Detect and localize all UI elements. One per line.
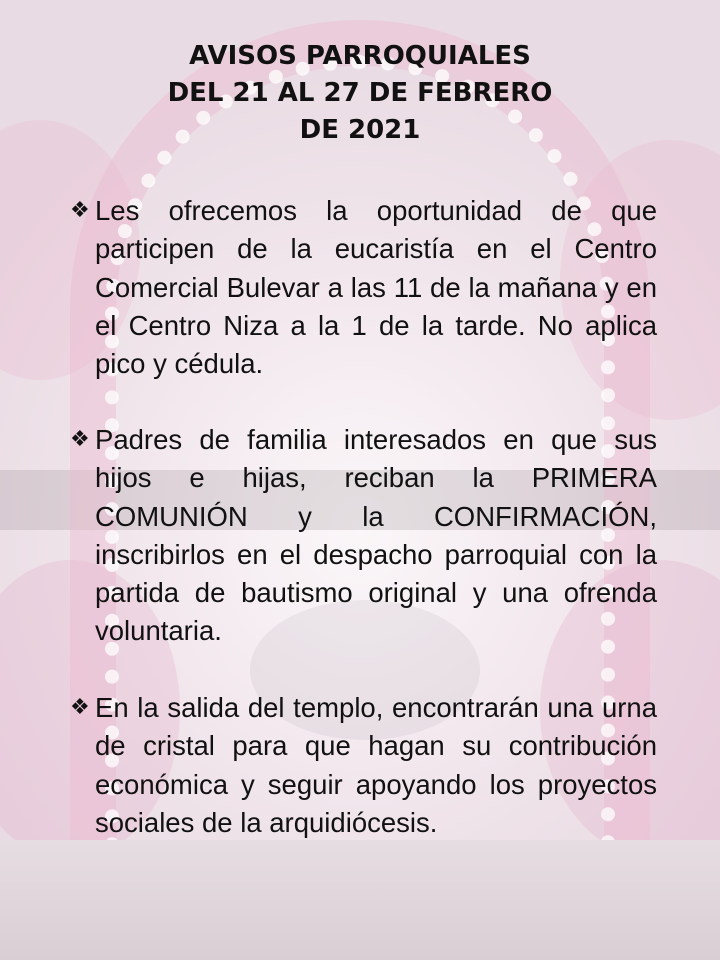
announcement-text: Padres de familia interesados en que sus hijos e hijas, reciban la PRIMERA COMUNIÓN y la CONFIRMACIÓN, inscribirlos en el despacho parroquial con la partida de bautismo original y una ofrenda voluntaria. — [95, 424, 657, 647]
announcement-text: En la salida del templo, encontrarán una urna de cristal para que hagan su contribución económica y seguir apoyando los proyectos sociales de la arquidiócesis. — [95, 692, 657, 838]
announcement-text: Les ofrecemos la oportunidad de que participen de la eucaristía en el Centro Comercial Bulevar a las 11 de la mañana y en el Centro Niza a la 1 de la tarde. No aplica pico y cédula. — [95, 195, 657, 380]
announcement-item — [70, 689, 657, 842]
flower-bullet-icon: ❖ — [70, 695, 90, 720]
title-line-2: DEL 21 AL 27 DE FEBRERO — [167, 78, 553, 108]
title-line-1: AVISOS PARROQUIALES — [189, 41, 531, 71]
announcement-item — [70, 192, 657, 383]
flower-bullet-icon: ❖ — [70, 427, 90, 452]
announcement-item — [70, 421, 657, 651]
title-line-3: DE 2021 — [299, 115, 421, 145]
flower-bullet-icon: ❖ — [70, 198, 90, 223]
page-title — [0, 38, 720, 149]
